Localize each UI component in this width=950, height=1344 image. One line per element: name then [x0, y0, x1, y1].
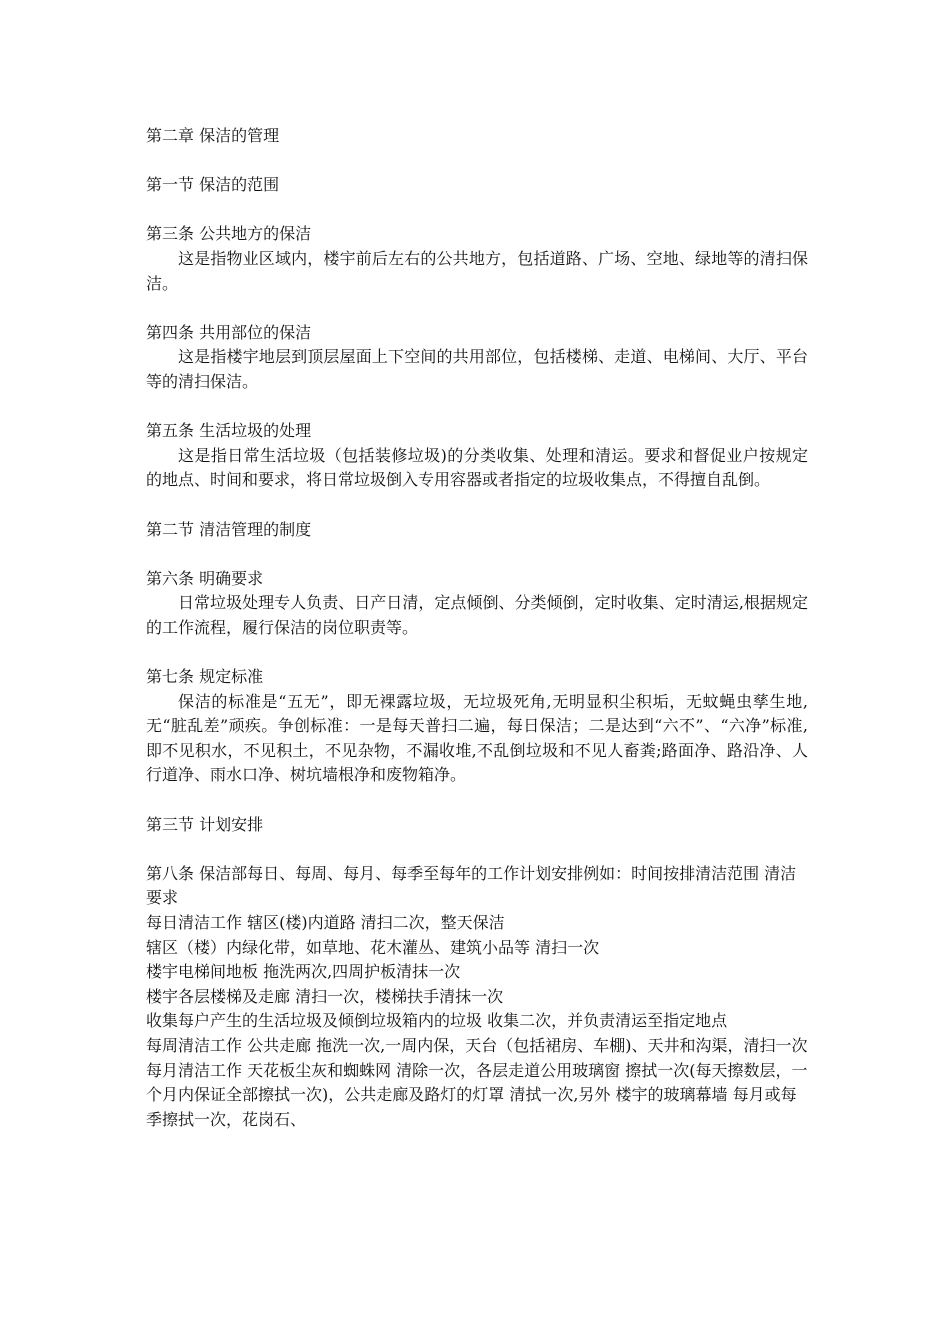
article-5-body: 这是指日常生活垃圾（包括装修垃圾)的分类收集、处理和清运。要求和督促业户按规定的地点、时间和要求，将日常垃圾倒入专用容器或者指定的垃圾收集点，不得擅自乱倒。 — [146, 445, 808, 490]
article-4-body: 这是指楼宇地层到顶层屋面上下空间的共用部位，包括楼梯、走道、电梯间、大厅、平台等的清扫保洁。 — [146, 347, 808, 391]
spacer — [146, 493, 808, 518]
spacer — [146, 296, 808, 321]
article-8-line: 每周清洁工作 公共走廊 拖洗一次,一周内保，天台（包括裙房、车棚)、天井和沟渠，清扫一次每月清洁工作 天花板尘灰和蜘蛛网 清除一次，各层走道公用玻璃窗 擦拭一次(每天擦数层，一个月内保证全部擦拭一次)，公共走廊及路灯的灯罩 清拭一次,另外 楼宇的玻璃幕墙 每月或每季擦拭一次，花岗石、 — [146, 1035, 808, 1129]
spacer — [146, 198, 808, 223]
spacer — [146, 395, 808, 420]
article-5-title: 第五条 生活垃圾的处理 — [146, 421, 312, 441]
spacer — [146, 788, 808, 813]
spacer — [146, 149, 808, 174]
article-8-line: 楼宇电梯间地板 拖洗两次,四周护板清抹一次 — [146, 962, 461, 982]
section-1-title: 第一节 保洁的范围 — [146, 175, 280, 195]
article-8-line: 楼宇各层楼梯及走廊 清扫一次，楼梯扶手清抹一次 — [146, 986, 504, 1006]
section-2-title: 第二节 清洁管理的制度 — [146, 519, 312, 539]
article-4-title: 第四条 共用部位的保洁 — [146, 322, 312, 342]
article-6-title: 第六条 明确要求 — [146, 568, 264, 588]
document-page — [146, 124, 808, 1132]
article-8-line: 辖区（楼）内绿化带，如草地、花木灌丛、建筑小品等 清扫一次 — [146, 937, 600, 957]
spacer — [146, 640, 808, 665]
spacer — [146, 542, 808, 567]
article-8-line: 每日清洁工作 辖区(楼)内道路 清扫二次，整天保洁 — [146, 913, 505, 932]
article-7-title: 第七条 规定标准 — [146, 667, 264, 687]
article-8-line: 第八条 保洁部每日、每周、每月、每季至每年的工作计划安排例如：时间按排清洁范围 清洁要求 — [146, 863, 797, 908]
chapter-title: 第二章 保洁的管理 — [146, 126, 280, 145]
article-3-body: 这是指物业区域内，楼宇前后左右的公共地方，包括道路、广场、空地、绿地等的清扫保洁。 — [146, 248, 808, 293]
section-3-title: 第三节 计划安排 — [146, 814, 264, 834]
article-6-body: 日常垃圾处理专人负责、日产日清，定点倾倒、分类倾倒，定时收集、定时清运,根据规定的工作流程，履行保洁的岗位职责等。 — [146, 593, 808, 637]
spacer — [146, 837, 808, 862]
article-8-line: 收集每户产生的生活垃圾及倾倒垃圾箱内的垃圾 收集二次，并负责清运至指定地点 — [146, 1011, 728, 1031]
article-3-title: 第三条 公共地方的保洁 — [146, 224, 312, 244]
article-7-body: 保洁的标准是“五无”，即无裸露垃圾，无垃圾死角,无明显积尘积垢，无蚊蝇虫孳生地,无“脏乱差”顽疾。争创标准：一是每天普扫二遍，每日保洁；二是达到“六不”、“六净”标准,即不见积水，不见积土，不见杂物，不漏收堆,不乱倒垃圾和不见人畜粪;路面净、路沿净、人行道净、雨水口净、树坑墙根净和废物箱净。 — [146, 691, 808, 785]
